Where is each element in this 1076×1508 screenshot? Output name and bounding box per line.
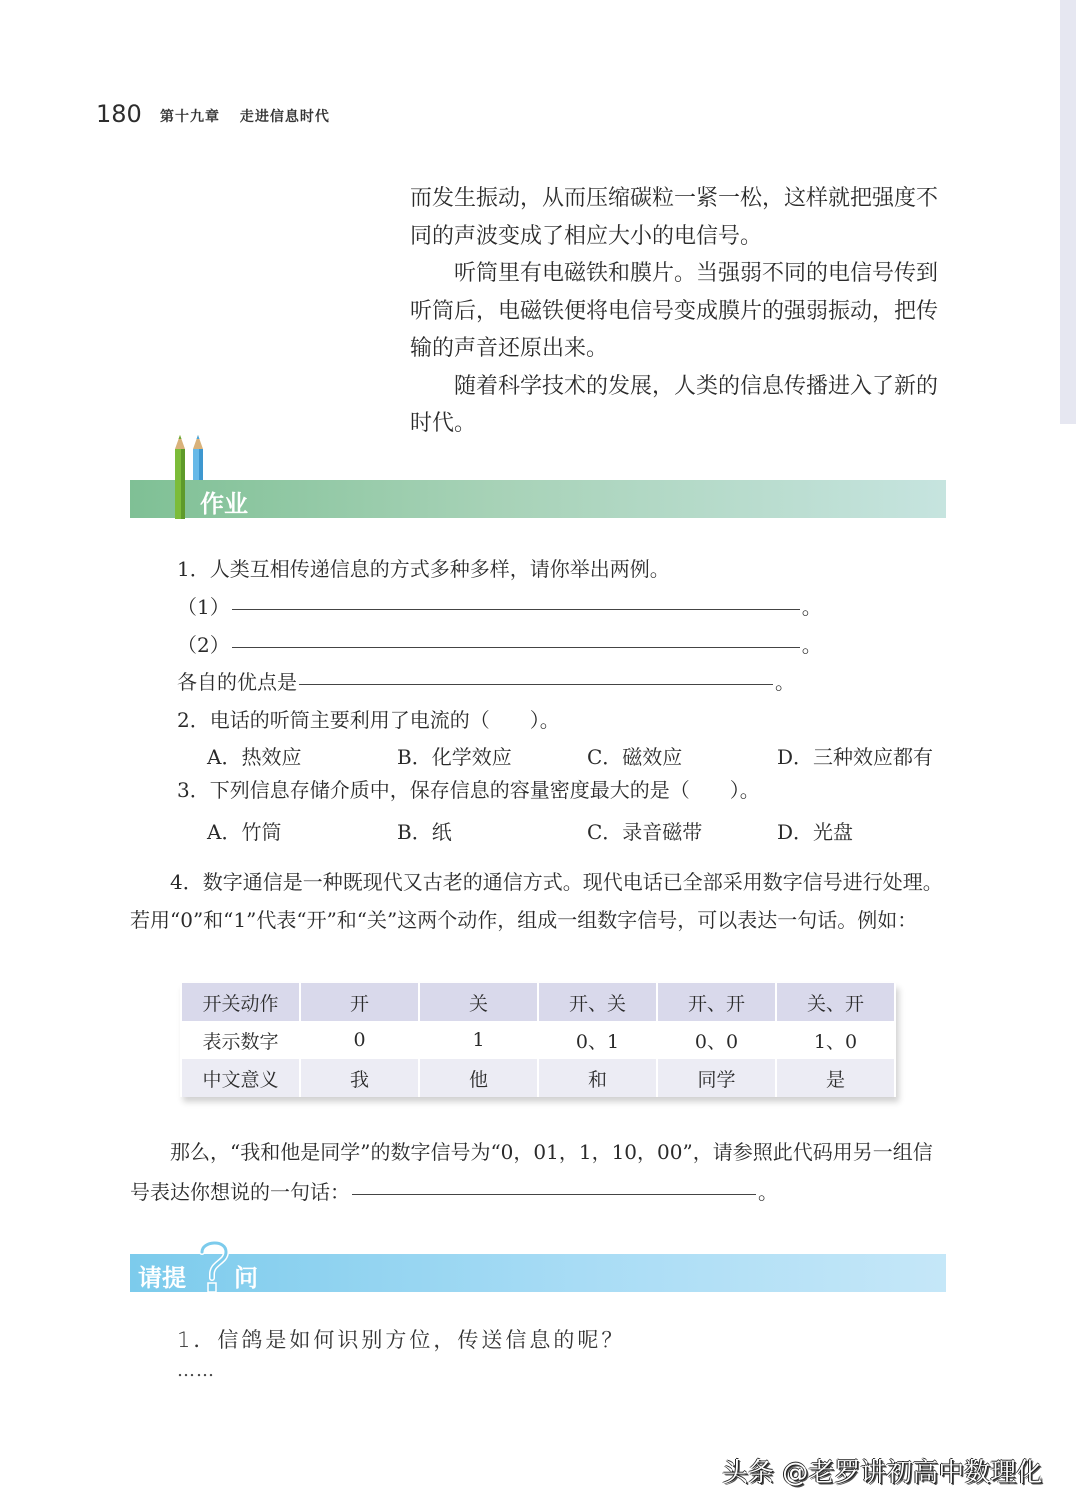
question-3: 3．下列信息存储介质中，保存信息的容量密度最大的是（ ）。 — [177, 778, 760, 802]
ask-ellipsis: …… — [177, 1360, 215, 1381]
answer-blank[interactable] — [232, 608, 800, 610]
intro-paragraph: 随着科学技术的发展，人类的信息传播进入了新的时代。 — [410, 373, 939, 436]
intro-text — [410, 180, 950, 443]
end-mark: 。 — [775, 670, 795, 694]
question-2-choices — [207, 741, 933, 770]
table-cell: 关 — [420, 983, 537, 1021]
table-cell: 0、0 — [658, 1021, 775, 1059]
choice-b[interactable]: B．化学效应 — [397, 745, 512, 769]
answer-blank[interactable] — [352, 1193, 756, 1195]
ask-question: 1．信鸽是如何识别方位，传送信息的呢？ — [177, 1328, 626, 1352]
end-mark: 。 — [801, 633, 822, 657]
table-cell: 是 — [777, 1059, 894, 1097]
table-cell: 我 — [301, 1059, 418, 1097]
table-cell: 同学 — [658, 1059, 775, 1097]
blue-pencil-icon — [193, 435, 203, 480]
table-cell: 和 — [539, 1059, 656, 1097]
choice-b[interactable]: B．纸 — [397, 820, 452, 844]
signal-table — [180, 983, 896, 1097]
table-cell: 他 — [420, 1059, 537, 1097]
question-1-advantage — [177, 664, 795, 702]
watermark: 头条 @老罗讲初高中数理化 — [722, 1458, 1043, 1488]
choice-a[interactable]: A．竹筒 — [207, 820, 282, 844]
table-row — [182, 1059, 894, 1097]
answer-blank[interactable] — [299, 683, 773, 685]
table-cell: 0、1 — [539, 1021, 656, 1059]
intro-paragraph: 听筒里有电磁铁和膜片。当强弱不同的电信号传到听筒后，电磁铁便将电信号变成膜片的强弱振动，把传输的声音还原出来。 — [410, 261, 939, 361]
choice-d[interactable]: D．光盘 — [777, 820, 854, 844]
intro-paragraph: 而发生振动，从而压缩碳粒一紧一松，这样就把强度不同的声波变成了相应大小的电信号。 — [410, 186, 939, 249]
question-4 — [130, 864, 946, 939]
homework-title: 作业 — [200, 490, 248, 518]
table-cell: 0 — [301, 1021, 418, 1059]
follow-up-paragraph — [130, 1132, 946, 1212]
choice-c[interactable]: C．磁效应 — [587, 745, 683, 769]
choice-a[interactable]: A．热效应 — [207, 745, 302, 769]
table-cell: 关、开 — [777, 983, 894, 1021]
question-2: 2．电话的听筒主要利用了电流的（ ）。 — [177, 708, 560, 732]
question-1: 1．人类互相传递信息的方式多种多样，请你举出两例。 — [177, 557, 670, 581]
table-cell: 开 — [301, 983, 418, 1021]
question-1-blank-1 — [177, 589, 822, 627]
page-number: 180 — [96, 100, 142, 128]
chapter-title: 走进信息时代 — [239, 109, 330, 125]
blank-label: （1） — [177, 595, 230, 619]
chapter-heading — [160, 106, 344, 126]
green-pencil-icon — [175, 435, 185, 519]
table-cell: 表示数字 — [182, 1021, 299, 1059]
table-cell: 1、0 — [777, 1021, 894, 1059]
choice-c[interactable]: C．录音磁带 — [587, 820, 703, 844]
table-row — [182, 1021, 894, 1059]
chapter-number: 第十九章 — [160, 109, 220, 125]
question-4-follow-up — [130, 1132, 946, 1212]
page-edge-tab — [1060, 0, 1076, 424]
question-3-choices — [207, 816, 853, 845]
question-1-blank-2 — [177, 627, 822, 665]
ask-title-right: 问 — [234, 1264, 258, 1292]
end-mark: 。 — [758, 1180, 778, 1204]
answer-blank[interactable] — [232, 646, 800, 648]
table-row — [182, 983, 894, 1021]
blank-label: （2） — [177, 633, 230, 657]
choice-d[interactable]: D．三种效应都有 — [777, 745, 934, 769]
question-4-text: 4．数字通信是一种既现代又古老的通信方式。现代电话已全部采用数字信号进行处理。若用“0”和“1”代表“开”和“关”这两个动作，组成一组数字信号，可以表达一句话。例如： — [130, 870, 943, 932]
table-cell: 中文意义 — [182, 1059, 299, 1097]
ask-title-left: 请提 — [138, 1264, 186, 1292]
end-mark: 。 — [801, 595, 822, 619]
table-cell: 开关动作 — [182, 983, 299, 1021]
table-cell: 1 — [420, 1021, 537, 1059]
question-mark-icon — [197, 1236, 231, 1296]
homework-section-bar — [130, 480, 946, 518]
table-cell: 开、开 — [658, 983, 775, 1021]
advantage-label: 各自的优点是 — [177, 670, 297, 694]
table-cell: 开、关 — [539, 983, 656, 1021]
follow-up-text: 那么，“我和他是同学”的数字信号为“0，01，1，10，00”，请参照此代码用另一组信号表达你想说的一句话： — [130, 1140, 933, 1204]
